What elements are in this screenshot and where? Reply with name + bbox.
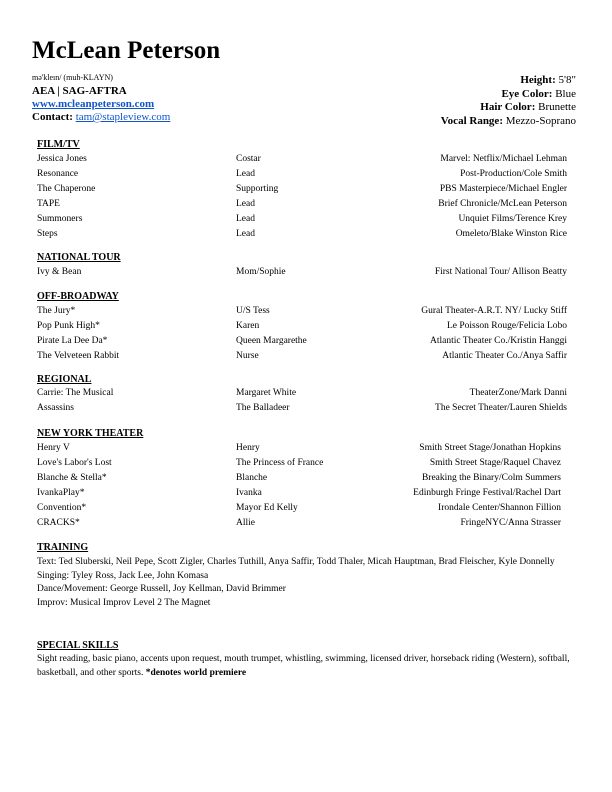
stat-hair-color: Hair Color: Brunette — [480, 101, 576, 113]
credit-row: Love's Labor's Lost The Princess of France Smith Street Stage/Raquel Chavez — [37, 458, 561, 468]
credit-row: The Velveteen Rabbit Nurse Atlantic Theater Co./Anya Saffir — [37, 351, 567, 361]
special-skills-text: Sight reading, basic piano, accents upon request, mouth trumpet, whistling, swimming, licensed driver, horseback riding (Western), softball, basketball, and other sports. *denotes world premiere — [37, 654, 570, 678]
credit-row: Ivy & Bean Mom/Sophie First National Tour/ Allison Beatty — [37, 267, 567, 277]
credit-row: TAPE Lead Brief Chronicle/McLean Peterson — [37, 199, 567, 209]
credit-row: Blanche & Stella* Blanche Breaking the Binary/Colm Summers — [37, 473, 561, 483]
credit-row: Jessica Jones Costar Marvel: Netflix/Michael Lehman — [37, 154, 567, 164]
credit-row: Henry V Henry Smith Street Stage/Jonathan Hopkins — [37, 443, 561, 453]
section-new-york-theater-heading: NEW YORK THEATER — [37, 428, 144, 439]
training-text: Text: Ted Sluberski, Neil Pepe, Scott Zigler, Charles Tuthill, Anya Saffir, Todd Thaler, Micah Hauptman, Brad Fleischer, Kyle Donnelly — [37, 557, 555, 567]
section-off-broadway-heading: OFF-BROADWAY — [37, 291, 119, 302]
section-training-heading: TRAINING — [37, 542, 89, 553]
actor-name: McLean Peterson — [32, 37, 221, 64]
training-singing: Singing: Tyley Ross, Jack Lee, John Komasa — [37, 570, 209, 581]
credit-row: IvankaPlay* Ivanka Edinburgh Fringe Festival/Rachel Dart — [37, 488, 561, 498]
pronunciation: mə'kleın/ (muh-KLAYN) — [32, 73, 113, 82]
credit-row: Pop Punk High* Karen Le Poisson Rouge/Felicia Lobo — [37, 321, 567, 331]
section-national-tour-heading: NATIONAL TOUR — [37, 252, 121, 263]
world-premiere-note: *denotes world premiere — [145, 667, 247, 678]
credit-row: Convention* Mayor Ed Kelly Irondale Center/Shannon Fillion — [37, 503, 561, 513]
section-regional-heading: REGIONAL — [37, 374, 92, 385]
section-special-skills-heading: SPECIAL SKILLS — [37, 640, 119, 651]
training-dance: Dance/Movement: George Russell, Joy Kellman, David Brimmer — [37, 584, 286, 594]
credit-row: Resonance Lead Post-Production/Cole Smith — [37, 169, 567, 179]
training-list — [37, 556, 577, 610]
contact-email-link[interactable]: tam@stapleview.com — [75, 111, 171, 123]
credit-row: Assassins The Balladeer The Secret Theater/Lauren Shields — [37, 403, 567, 413]
stat-vocal-range: Vocal Range: Mezzo-Soprano — [440, 114, 576, 127]
credit-row: Summoners Lead Unquiet Films/Terence Krey — [37, 214, 567, 224]
credit-row: The Jury* U/S Tess Gural Theater-A.R.T. NY/ Lucky Stiff — [37, 306, 567, 316]
credit-row: Carrie: The Musical Margaret White TheaterZone/Mark Danni — [37, 388, 567, 398]
training-improv: Improv: Musical Improv Level 2 The Magnet — [37, 597, 211, 608]
credit-row: Pirate La Dee Da* Queen Margarethe Atlantic Theater Co./Kristin Hanggi — [37, 336, 567, 346]
stat-eye-color: Eye Color: Blue — [501, 87, 576, 100]
contact-block — [32, 73, 292, 124]
physical-stats — [316, 74, 576, 128]
stat-height: Height: 5'8" — [520, 74, 576, 86]
website-link[interactable]: www.mcleanpeterson.com — [32, 98, 155, 110]
unions: AEA | SAG-AFTRA — [32, 85, 127, 97]
contact-label: Contact: — [32, 111, 73, 123]
credit-row: CRACKS* Allie FringeNYC/Anna Strasser — [37, 518, 561, 528]
credit-row: The Chaperone Supporting PBS Masterpiece/Michael Engler — [37, 184, 567, 194]
credit-row: Steps Lead Omeleto/Blake Winston Rice — [37, 229, 567, 239]
section-film-tv-heading: FILM/TV — [37, 139, 80, 150]
